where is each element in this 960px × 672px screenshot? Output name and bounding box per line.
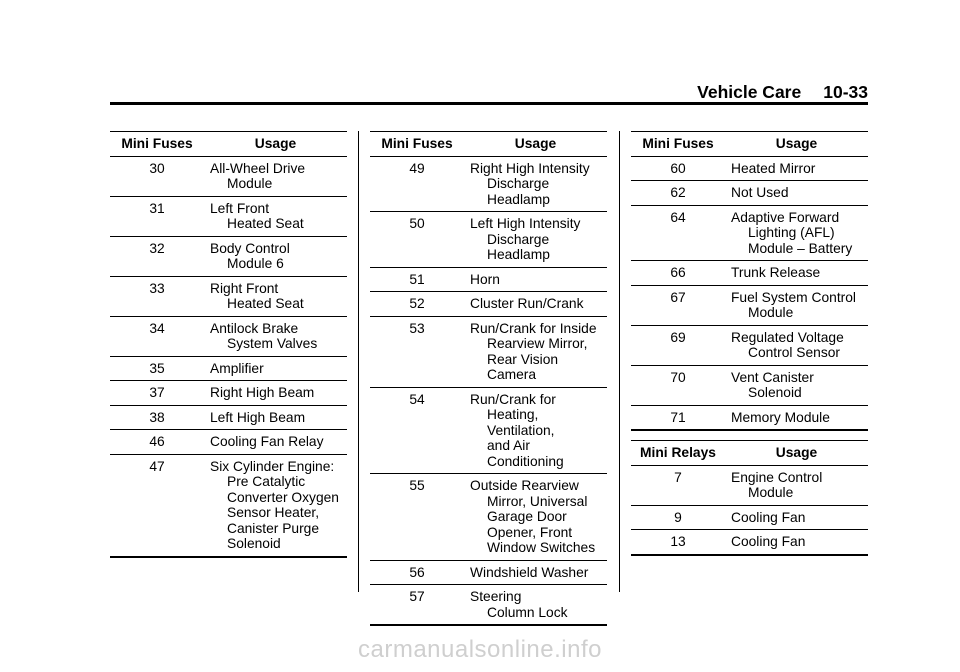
mini-fuses-table — [631, 131, 868, 431]
table-row — [110, 356, 347, 381]
fuse-table-column-1 — [110, 131, 347, 558]
usage-line: Heating, Ventilation, — [487, 407, 555, 438]
watermark: carmanualsonline.info — [358, 636, 602, 663]
usage-line: Left High Beam — [210, 409, 306, 425]
fuse-table-column-3 — [631, 131, 868, 431]
usage-line: Module — [748, 305, 794, 320]
table-row — [370, 585, 607, 626]
fuse-usage — [464, 585, 607, 626]
usage-line: Left High Intensity — [470, 216, 581, 231]
usage-line: Solenoid — [227, 536, 281, 551]
fuse-number: 64 — [631, 205, 725, 261]
fuse-number: 9 — [631, 505, 725, 530]
usage-line: Cooling Fan Relay — [210, 434, 324, 449]
page-number: 10-33 — [823, 82, 868, 102]
fuse-number: 67 — [631, 285, 725, 325]
usage-line: and Air Conditioning — [487, 438, 564, 469]
usage-line: Regulated Voltage — [731, 329, 844, 345]
column-header-number: Mini Fuses — [370, 132, 464, 157]
fuse-number: 37 — [110, 381, 204, 406]
usage-line: Canister Purge — [227, 520, 320, 536]
fuse-number: 69 — [631, 325, 725, 365]
table-row — [110, 156, 347, 196]
usage-line: Mirror, Universal — [487, 493, 588, 509]
section-title: Vehicle Care — [697, 82, 802, 102]
usage-line: Cooling Fan — [731, 534, 806, 549]
usage-line: Heated Mirror — [731, 160, 816, 176]
usage-line: Cooling Fan — [731, 509, 806, 525]
usage-line: Control Sensor — [748, 345, 841, 360]
usage-line: Headlamp — [487, 247, 550, 262]
fuse-number: 50 — [370, 212, 464, 268]
fuse-number: 55 — [370, 474, 464, 561]
usage-line: System Valves — [227, 336, 318, 351]
mini-relays-table — [631, 440, 868, 556]
fuse-usage — [464, 387, 607, 474]
table-row — [631, 405, 868, 430]
usage-line: Module — [227, 176, 273, 191]
fuse-usage — [725, 530, 868, 555]
usage-line: Body Control — [210, 240, 290, 256]
usage-line: Amplifier — [210, 360, 264, 376]
table-row — [370, 387, 607, 474]
usage-line: Module — [748, 485, 794, 500]
table-row — [110, 196, 347, 236]
fuse-usage — [204, 356, 347, 381]
usage-line: Heated Seat — [227, 216, 304, 231]
fuse-usage — [204, 156, 347, 196]
usage-line: Memory Module — [731, 409, 830, 425]
table-row — [370, 560, 607, 585]
table-row — [110, 316, 347, 356]
column-header-number: Mini Relays — [631, 441, 725, 466]
table-row — [110, 381, 347, 406]
table-row — [631, 365, 868, 405]
usage-line: Opener, Front — [487, 524, 573, 540]
usage-line: Window Switches — [487, 540, 596, 555]
fuse-usage — [204, 236, 347, 276]
table-header-row — [370, 132, 607, 157]
table-row — [631, 325, 868, 365]
table-row — [631, 285, 868, 325]
column-header-number: Mini Fuses — [110, 132, 204, 157]
usage-line: Run/Crank for Inside — [470, 320, 597, 336]
usage-line: Solenoid — [748, 385, 802, 400]
usage-line: Right Front — [210, 280, 279, 296]
usage-line: Outside Rearview — [470, 478, 579, 493]
table-row — [370, 292, 607, 317]
table-row — [110, 236, 347, 276]
table-row — [631, 181, 868, 206]
header-rule — [110, 102, 868, 105]
fuse-number: 52 — [370, 292, 464, 317]
fuse-table-column-2 — [370, 131, 607, 626]
fuse-usage — [204, 276, 347, 316]
table-header-row — [110, 132, 347, 157]
fuse-usage — [204, 381, 347, 406]
usage-line: Right High Intensity — [470, 160, 590, 176]
fuse-number: 56 — [370, 560, 464, 585]
usage-line: Trunk Release — [731, 265, 821, 280]
usage-line: Discharge — [487, 176, 550, 191]
fuse-usage — [204, 196, 347, 236]
fuse-usage — [464, 560, 607, 585]
column-divider — [358, 131, 359, 592]
fuse-usage — [204, 405, 347, 430]
table-header-row — [631, 441, 868, 466]
usage-line: Column Lock — [487, 604, 568, 620]
usage-line: Engine Control — [731, 469, 823, 485]
table-row — [631, 505, 868, 530]
fuse-usage — [204, 430, 347, 455]
usage-line: Not Used — [731, 185, 789, 200]
usage-line: Cluster Run/Crank — [470, 296, 584, 311]
column-header-usage: Usage — [464, 132, 607, 157]
usage-line: Right High Beam — [210, 385, 315, 400]
usage-line: Sensor Heater, — [227, 505, 320, 520]
fuse-usage — [725, 156, 868, 181]
fuse-usage — [725, 181, 868, 206]
fuse-usage — [725, 205, 868, 261]
usage-line: Garage Door — [487, 509, 567, 524]
fuse-number: 51 — [370, 267, 464, 292]
usage-line: Vent Canister — [731, 369, 814, 385]
fuse-usage — [204, 454, 347, 557]
fuse-number: 31 — [110, 196, 204, 236]
relay-table — [631, 440, 868, 556]
usage-line: Converter Oxygen — [227, 489, 339, 505]
usage-line: Horn — [470, 271, 500, 287]
table-row — [370, 156, 607, 212]
usage-line: Run/Crank for — [470, 391, 556, 407]
table-row — [370, 474, 607, 561]
fuse-usage — [725, 405, 868, 430]
fuse-usage — [725, 261, 868, 286]
fuse-number: 70 — [631, 365, 725, 405]
usage-line: Pre Catalytic — [227, 474, 306, 489]
usage-line: Module 6 — [227, 256, 284, 271]
column-header-usage: Usage — [204, 132, 347, 157]
table-row — [631, 530, 868, 555]
fuse-number: 7 — [631, 465, 725, 505]
fuse-usage — [464, 267, 607, 292]
table-header-row — [631, 132, 868, 157]
table-row — [631, 465, 868, 505]
column-header-usage: Usage — [725, 132, 868, 157]
fuse-usage — [725, 285, 868, 325]
fuse-number: 47 — [110, 454, 204, 557]
table-row — [631, 261, 868, 286]
fuse-usage — [725, 465, 868, 505]
mini-fuses-table — [370, 131, 607, 626]
usage-line: Discharge — [487, 231, 550, 247]
column-divider — [619, 131, 620, 592]
fuse-number: 62 — [631, 181, 725, 206]
usage-line: Windshield Washer — [470, 564, 589, 580]
usage-line: Fuel System Control — [731, 289, 856, 305]
page-header — [110, 82, 868, 102]
fuse-usage — [725, 505, 868, 530]
fuse-number: 35 — [110, 356, 204, 381]
fuse-number: 46 — [110, 430, 204, 455]
table-row — [110, 276, 347, 316]
fuse-number: 34 — [110, 316, 204, 356]
fuse-number: 33 — [110, 276, 204, 316]
mini-fuses-table — [110, 131, 347, 558]
usage-line: Steering — [470, 589, 522, 604]
fuse-usage — [204, 316, 347, 356]
fuse-usage — [725, 325, 868, 365]
fuse-usage — [464, 292, 607, 317]
usage-line: Six Cylinder Engine: — [210, 458, 335, 474]
column-header-number: Mini Fuses — [631, 132, 725, 157]
fuse-usage — [725, 365, 868, 405]
table-row — [110, 430, 347, 455]
fuse-usage — [464, 316, 607, 387]
usage-line: Heated Seat — [227, 296, 304, 311]
fuse-number: 66 — [631, 261, 725, 286]
fuse-number: 71 — [631, 405, 725, 430]
fuse-number: 49 — [370, 156, 464, 212]
fuse-number: 57 — [370, 585, 464, 626]
table-row — [370, 267, 607, 292]
fuse-usage — [464, 156, 607, 212]
table-row — [631, 205, 868, 261]
fuse-number: 54 — [370, 387, 464, 474]
table-row — [110, 454, 347, 557]
usage-line: Adaptive Forward — [731, 209, 840, 225]
fuse-number: 32 — [110, 236, 204, 276]
usage-line: Rear Vision Camera — [487, 351, 559, 382]
usage-line: All-Wheel Drive — [210, 160, 306, 176]
fuse-usage — [464, 212, 607, 268]
usage-line: Rearview Mirror, — [487, 336, 588, 351]
fuse-number: 30 — [110, 156, 204, 196]
usage-line: Antilock Brake — [210, 320, 299, 336]
usage-line: Lighting (AFL) — [748, 225, 835, 240]
usage-line: Left Front — [210, 200, 270, 216]
table-row — [370, 316, 607, 387]
fuse-number: 38 — [110, 405, 204, 430]
fuse-number: 53 — [370, 316, 464, 387]
fuse-number: 13 — [631, 530, 725, 555]
table-row — [370, 212, 607, 268]
usage-line: Module – Battery — [748, 240, 853, 256]
table-row — [110, 405, 347, 430]
fuse-usage — [464, 474, 607, 561]
fuse-number: 60 — [631, 156, 725, 181]
column-header-usage: Usage — [725, 441, 868, 466]
table-row — [631, 156, 868, 181]
usage-line: Headlamp — [487, 191, 550, 207]
